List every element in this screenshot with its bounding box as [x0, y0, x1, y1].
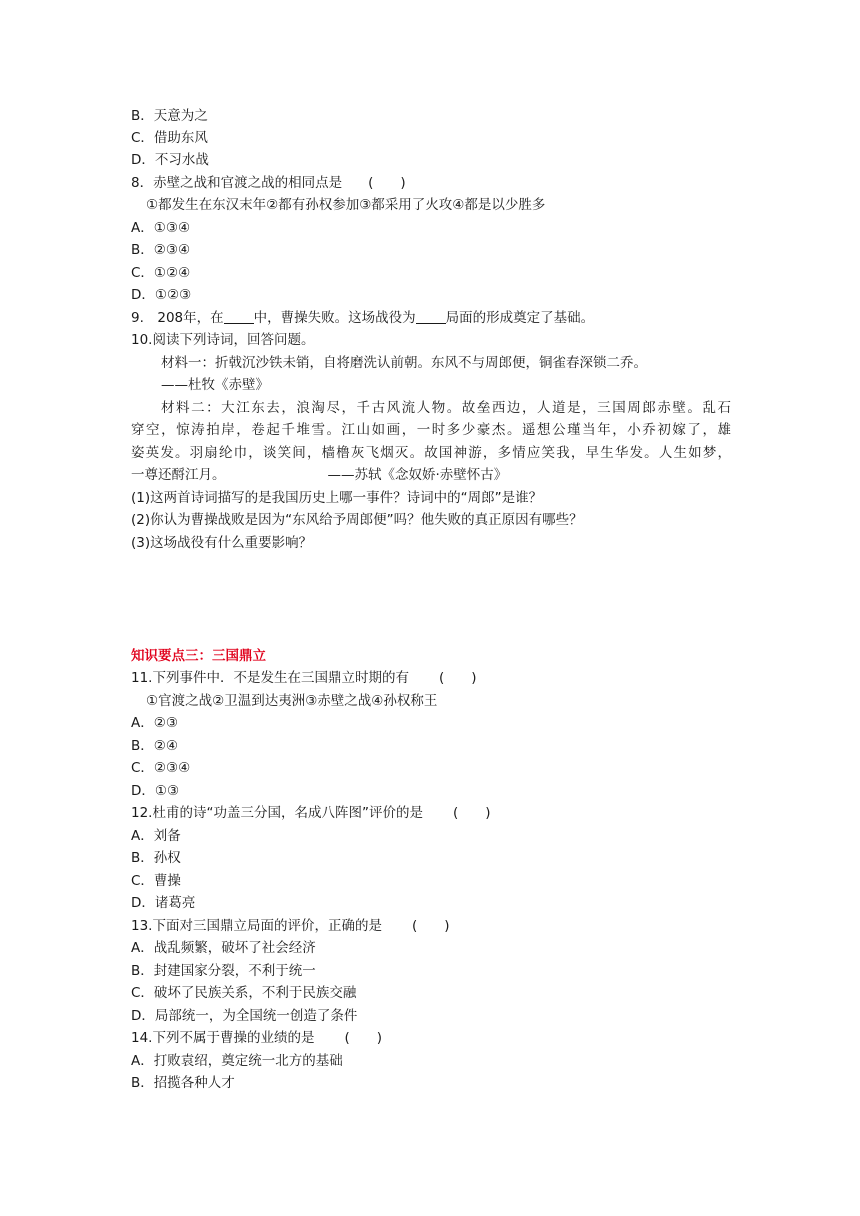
- q14-question: [131, 1028, 382, 1048]
- q7-option-b: B．天意为之: [131, 108, 208, 124]
- q11-stem: 11.下列事件中．不是发生在三国鼎立时期的有: [131, 670, 409, 686]
- q13-stem: 13.下面对三国鼎立局面的评价，正确的是: [131, 918, 382, 934]
- q12-question: [131, 803, 491, 823]
- q11-question: [131, 668, 477, 688]
- q10-sub3: (3)这场战役有什么重要影响？: [131, 535, 313, 551]
- q12-answer-paren: ( ): [452, 805, 491, 821]
- q12-option-a: A．刘备: [131, 828, 181, 844]
- q12-option-b: B．孙权: [131, 850, 181, 866]
- q7-option-d: D．不习水战: [131, 152, 209, 168]
- q10-material1-source: ——杜牧《赤壁》: [161, 377, 269, 393]
- q8-answer-paren: ( ): [368, 175, 406, 191]
- q9-question: [131, 308, 594, 328]
- q11-answer-paren: ( ): [438, 670, 477, 686]
- q8-stem: 8．赤壁之战和官渡之战的相同点是: [131, 175, 343, 191]
- q9-text-1: 9. 208年，在: [131, 310, 224, 326]
- q14-option-a: A．打败袁绍，奠定统一北方的基础: [131, 1053, 343, 1069]
- q13-option-c: C．破坏了民族关系，不利于民族交融: [131, 985, 357, 1001]
- q8-question: [131, 173, 406, 193]
- q11-option-a: A．②③: [131, 715, 178, 731]
- q12-stem: 12.杜甫的诗“功盖三分国，名成八阵图”评价的是: [131, 805, 423, 821]
- q8-option-b: B．②③④: [131, 242, 191, 258]
- q10-material2-source: ——苏轼《念奴娇·赤壁怀古》: [327, 467, 508, 483]
- q11-option-d: D．①③: [131, 783, 180, 799]
- q8-items: ①都发生在东汉末年②都有孙权参加③都采用了火攻④都是以少胜多: [146, 197, 546, 213]
- q10-material1: 材料一：折戟沉沙铁未销，自将磨洗认前朝。东风不与周郎便，铜雀春深锁二乔。: [161, 355, 647, 371]
- q13-question: [131, 916, 450, 936]
- q12-option-d: D．诸葛亮: [131, 895, 196, 911]
- q14-stem: 14.下列不属于曹操的业绩的是: [131, 1030, 315, 1046]
- q9-text-3: 局面的形成奠定了基础。: [445, 310, 595, 326]
- q8-option-d: D．①②③: [131, 287, 192, 303]
- q8-option-c: C．①②④: [131, 265, 191, 281]
- q14-option-b: B．招揽各种人才: [131, 1075, 235, 1091]
- q11-items: ①官渡之战②卫温到达夷洲③赤壁之战④孙权称王: [146, 693, 438, 709]
- q13-option-a: A．战乱频繁，破坏了社会经济: [131, 940, 316, 956]
- q9-text-2: 中，曹操失败。这场战役为: [253, 310, 416, 326]
- q11-option-c: C．②③④: [131, 760, 191, 776]
- q10-material2-line3: 姿英发。羽扇纶巾，谈笑间，樯橹灰飞烟灭。故国神游，多情应笑我，早生华发。人生如梦，: [131, 445, 731, 461]
- q10-material2-line2: 穿空，惊涛拍岸，卷起千堆雪。江山如画，一时多少豪杰。遥想公瑾当年，小乔初嫁了，雄: [131, 422, 731, 438]
- q9-blank-1: [224, 309, 254, 324]
- q13-option-b: B．封建国家分裂，不利于统一: [131, 963, 316, 979]
- q9-blank-2: [416, 309, 446, 324]
- q13-answer-paren: ( ): [411, 918, 450, 934]
- q8-option-a: A．①③④: [131, 220, 191, 236]
- q7-option-c: C．借助东风: [131, 130, 208, 146]
- q12-option-c: C．曹操: [131, 873, 181, 889]
- q10-stem: 10.阅读下列诗词，回答问题。: [131, 332, 315, 348]
- q11-option-b: B．②④: [131, 738, 178, 754]
- q10-material2-line4: [131, 465, 507, 485]
- q13-option-d: D．局部统一，为全国统一创造了条件: [131, 1008, 358, 1024]
- section-heading: 知识要点三：三国鼎立: [131, 648, 266, 664]
- q10-material2-line1: 材料二：大江东去，浪淘尽，千古风流人物。故垒西边，人道是，三国周郎赤壁。乱石: [161, 400, 731, 416]
- q10-material2-end: 一尊还酹江月。: [131, 467, 226, 483]
- q14-answer-paren: ( ): [344, 1030, 383, 1046]
- q10-sub2: (2)你认为曹操战败是因为“东风给予周郎便”吗？他失败的真正原因有哪些？: [131, 512, 583, 528]
- q10-sub1: (1)这两首诗词描写的是我国历史上哪一事件？诗词中的“周郎”是谁？: [131, 490, 543, 506]
